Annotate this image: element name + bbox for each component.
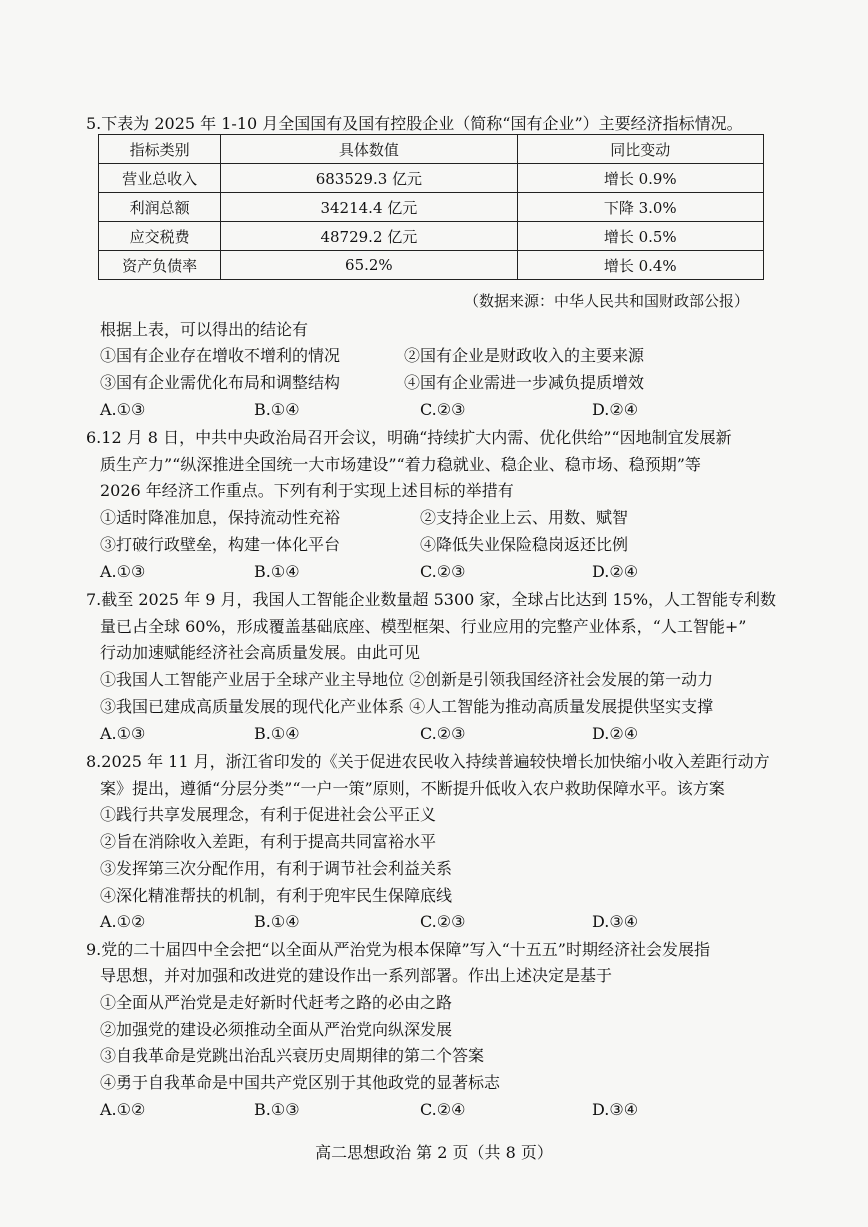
table-cell: 增长 0.5% bbox=[517, 222, 763, 251]
q6-statement-1: ①适时降准加息，保持流动性充裕 bbox=[100, 508, 341, 527]
q6-option-d[interactable]: D.②④ bbox=[592, 562, 639, 581]
q6-stem-line-2: 质生产力”“纵深推进全国统一大市场建设”“着力稳就业、稳企业、稳市场、稳预期”等 bbox=[100, 455, 701, 474]
q6-statement-3: ③打破行政壁垒，构建一体化平台 bbox=[100, 535, 341, 554]
table-cell: 65.2% bbox=[221, 251, 517, 280]
table-header: 同比变动 bbox=[517, 135, 763, 164]
q7-option-c[interactable]: C.②③ bbox=[420, 724, 466, 743]
q8-option-d[interactable]: D.③④ bbox=[592, 912, 639, 931]
q8-stem-line-2: 案》提出，遵循“分层分类”“一户一策”原则，不断提升低收入农户救助保障水平。该方案 bbox=[100, 779, 725, 798]
table-row bbox=[99, 193, 764, 222]
q7-stem-line-2: 量已占全球 60%，形成覆盖基础底座、模型框架、行业应用的完整产业体系，“人工智能+” bbox=[100, 617, 747, 636]
q5-statement-4: ④国有企业需进一步减负提质增效 bbox=[404, 373, 645, 392]
q9-stem-line-2: 导思想，并对加强和改进党的建设作出一系列部署。作出上述决定是基于 bbox=[100, 966, 613, 985]
q6-stem-line-3: 2026 年经济工作重点。下列有利于实现上述目标的举措有 bbox=[100, 481, 514, 500]
q5-lead: 根据上表，可以得出的结论有 bbox=[100, 320, 309, 339]
table-cell: 利润总额 bbox=[99, 193, 221, 222]
indicator-table bbox=[98, 134, 764, 280]
q9-statement-2: ②加强党的建设必须推动全面从严治党向纵深发展 bbox=[100, 1020, 453, 1039]
table-row bbox=[99, 222, 764, 251]
q7-stem-line-1: 7.截至 2025 年 9 月，我国人工智能企业数量超 5300 家，全球占比达到 15%，人工智能专利数 bbox=[86, 590, 777, 609]
q7-statements-3-4: ③我国已建成高质量发展的现代化产业体系 ④人工智能为推动高质量发展提供坚实支撑 bbox=[100, 697, 714, 716]
table-cell: 营业总收入 bbox=[99, 164, 221, 193]
q6-option-a[interactable]: A.①③ bbox=[100, 562, 146, 581]
q5-option-a[interactable]: A.①③ bbox=[100, 400, 146, 419]
q5-option-c[interactable]: C.②③ bbox=[420, 400, 466, 419]
q6-statement-4: ④降低失业保险稳岗返还比例 bbox=[420, 535, 629, 554]
q8-stem-line-1: 8.2025 年 11 月，浙江省印发的《关于促进农民收入持续普遍较快增长加快缩小收入差距行动方 bbox=[86, 752, 770, 771]
table-header-row bbox=[99, 135, 764, 164]
q9-statement-1: ①全面从严治党是走好新时代赶考之路的必由之路 bbox=[100, 993, 453, 1012]
table-cell: 下降 3.0% bbox=[517, 193, 763, 222]
table-cell: 应交税费 bbox=[99, 222, 221, 251]
q9-option-b[interactable]: B.①③ bbox=[254, 1100, 300, 1119]
q5-statement-3: ③国有企业需优化布局和调整结构 bbox=[100, 373, 341, 392]
q5-stem: 5.下表为 2025 年 1-10 月全国国有及国有控股企业（简称“国有企业”）主要经济指标情况。 bbox=[86, 114, 743, 133]
q7-statements-1-2: ①我国人工智能产业居于全球产业主导地位 ②创新是引领我国经济社会发展的第一动力 bbox=[100, 670, 714, 689]
q9-option-d[interactable]: D.③④ bbox=[592, 1100, 639, 1119]
q8-statement-2: ②旨在消除收入差距，有利于提高共同富裕水平 bbox=[100, 832, 437, 851]
table-header: 指标类别 bbox=[99, 135, 221, 164]
q7-stem-line-3: 行动加速赋能经济社会高质量发展。由此可见 bbox=[100, 643, 421, 662]
q6-option-b[interactable]: B.①④ bbox=[254, 562, 300, 581]
data-source-note: （数据来源：中华人民共和国财政部公报） bbox=[464, 292, 750, 310]
q5-option-b[interactable]: B.①④ bbox=[254, 400, 300, 419]
q7-option-a[interactable]: A.①③ bbox=[100, 724, 146, 743]
q6-stem-line-1: 6.12 月 8 日，中共中央政治局召开会议，明确“持续扩大内需、优化供给”“因地制宜发展新 bbox=[86, 428, 732, 447]
q5-option-d[interactable]: D.②④ bbox=[592, 400, 639, 419]
table-header: 具体数值 bbox=[221, 135, 517, 164]
table-cell: 增长 0.4% bbox=[517, 251, 763, 280]
q9-option-c[interactable]: C.②④ bbox=[420, 1100, 466, 1119]
table-cell: 34214.4 亿元 bbox=[221, 193, 517, 222]
q8-option-a[interactable]: A.①② bbox=[100, 912, 146, 931]
q9-statement-4: ④勇于自我革命是中国共产党区别于其他政党的显著标志 bbox=[100, 1073, 501, 1092]
q6-option-c[interactable]: C.②③ bbox=[420, 562, 466, 581]
q8-option-b[interactable]: B.①④ bbox=[254, 912, 300, 931]
q7-option-d[interactable]: D.②④ bbox=[592, 724, 639, 743]
q8-option-c[interactable]: C.②③ bbox=[420, 912, 466, 931]
q9-statement-3: ③自我革命是党跳出治乱兴衰历史周期律的第二个答案 bbox=[100, 1046, 485, 1065]
q7-option-b[interactable]: B.①④ bbox=[254, 724, 300, 743]
q5-statement-1: ①国有企业存在增收不增利的情况 bbox=[100, 346, 341, 365]
page-footer: 高二思想政治 第 2 页（共 8 页） bbox=[315, 1143, 553, 1162]
table-cell: 资产负债率 bbox=[99, 251, 221, 280]
table-row bbox=[99, 164, 764, 193]
q8-statement-1: ①践行共享发展理念，有利于促进社会公平正义 bbox=[100, 805, 437, 824]
table-cell: 增长 0.9% bbox=[517, 164, 763, 193]
q9-stem-line-1: 9.党的二十届四中全会把“以全面从严治党为根本保障”写入“十五五”时期经济社会发展指 bbox=[86, 940, 710, 959]
table-cell: 683529.3 亿元 bbox=[221, 164, 517, 193]
q8-statement-4: ④深化精准帮扶的机制，有利于兜牢民生保障底线 bbox=[100, 886, 453, 905]
table-row bbox=[99, 251, 764, 280]
table-cell: 48729.2 亿元 bbox=[221, 222, 517, 251]
q8-statement-3: ③发挥第三次分配作用，有利于调节社会利益关系 bbox=[100, 859, 453, 878]
q9-option-a[interactable]: A.①② bbox=[100, 1100, 146, 1119]
q5-statement-2: ②国有企业是财政收入的主要来源 bbox=[404, 346, 645, 365]
q6-statement-2: ②支持企业上云、用数、赋智 bbox=[420, 508, 629, 527]
